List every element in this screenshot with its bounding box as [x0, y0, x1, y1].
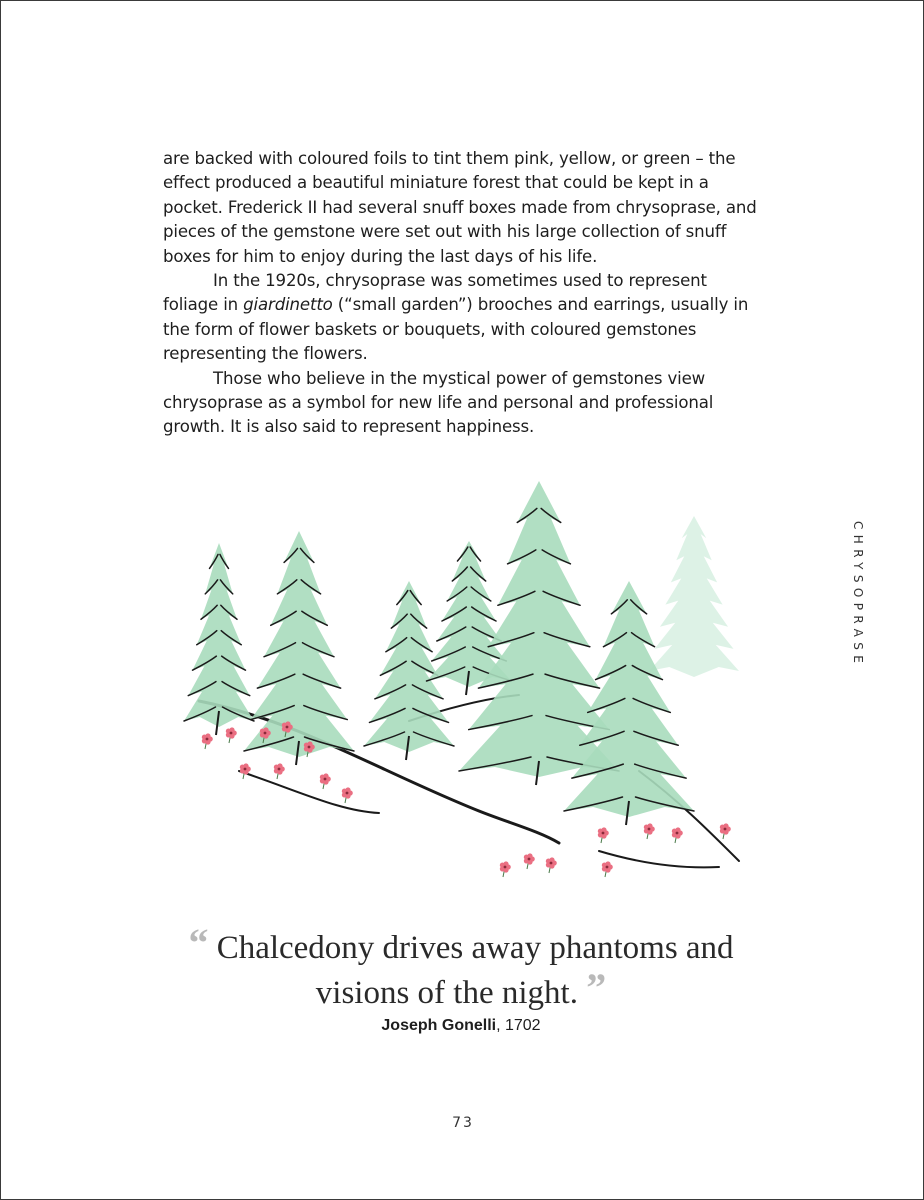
paragraph-1: are backed with coloured foils to tint them pink, yellow, or green – the effect produced a beautiful miniature forest that could be kept in a pocket. Frederick II had several snuff boxes made from chrysoprase, and pieces of the gemstone were set out with his large collection of snuff boxes for him to enjoy during the last days of his life.: [163, 149, 757, 266]
flower: [672, 827, 683, 843]
quote-text: Chalcedony drives away phantoms and visions of the night.: [216, 930, 734, 1011]
quote-author: Joseph Gonelli: [381, 1017, 497, 1034]
pine-tree: [184, 543, 254, 735]
flower: [500, 861, 511, 877]
pull-quote: [181, 920, 741, 1013]
flower: [226, 727, 237, 743]
hill-stroke: [599, 851, 719, 867]
flower: [598, 827, 609, 843]
paragraph-3: Those who believe in the mystical power of gemstones view chrysoprase as a symbol for new life and personal and professional growth. It is also said to represent happiness.: [163, 368, 714, 437]
flower: [320, 773, 331, 789]
flower: [602, 861, 613, 877]
chapter-side-label: CHRYSOPRASE: [851, 521, 865, 669]
close-quote-mark: ”: [586, 965, 607, 1010]
flower: [342, 787, 353, 803]
open-quote-mark: “: [188, 920, 209, 965]
flower: [546, 857, 557, 873]
pine-tree: [649, 516, 739, 677]
pine-trees: [184, 481, 739, 825]
paragraph-2-end: (“small garden”) brooches and earrings, usually in the form of flower baskets or bouquets, with coloured gemstones representing the flowers.: [163, 295, 749, 364]
flower: [240, 763, 251, 779]
quote-year: , 1702: [496, 1017, 541, 1034]
quote-attribution: [181, 1017, 741, 1035]
forest-illustration: [179, 471, 759, 891]
page-number: 73: [452, 1115, 474, 1131]
body-text: [163, 147, 763, 440]
flower: [274, 763, 285, 779]
hill-stroke: [239, 771, 379, 813]
flower: [202, 733, 213, 749]
paragraph-2-italic-term: giardinetto: [243, 295, 333, 315]
flower: [524, 853, 535, 869]
paragraph-2-start: In the 1920s, chrysoprase was sometimes used to represent foliage in: [163, 271, 707, 315]
flower: [644, 823, 655, 839]
paragraph-2: [163, 269, 763, 367]
flower: [720, 823, 731, 839]
